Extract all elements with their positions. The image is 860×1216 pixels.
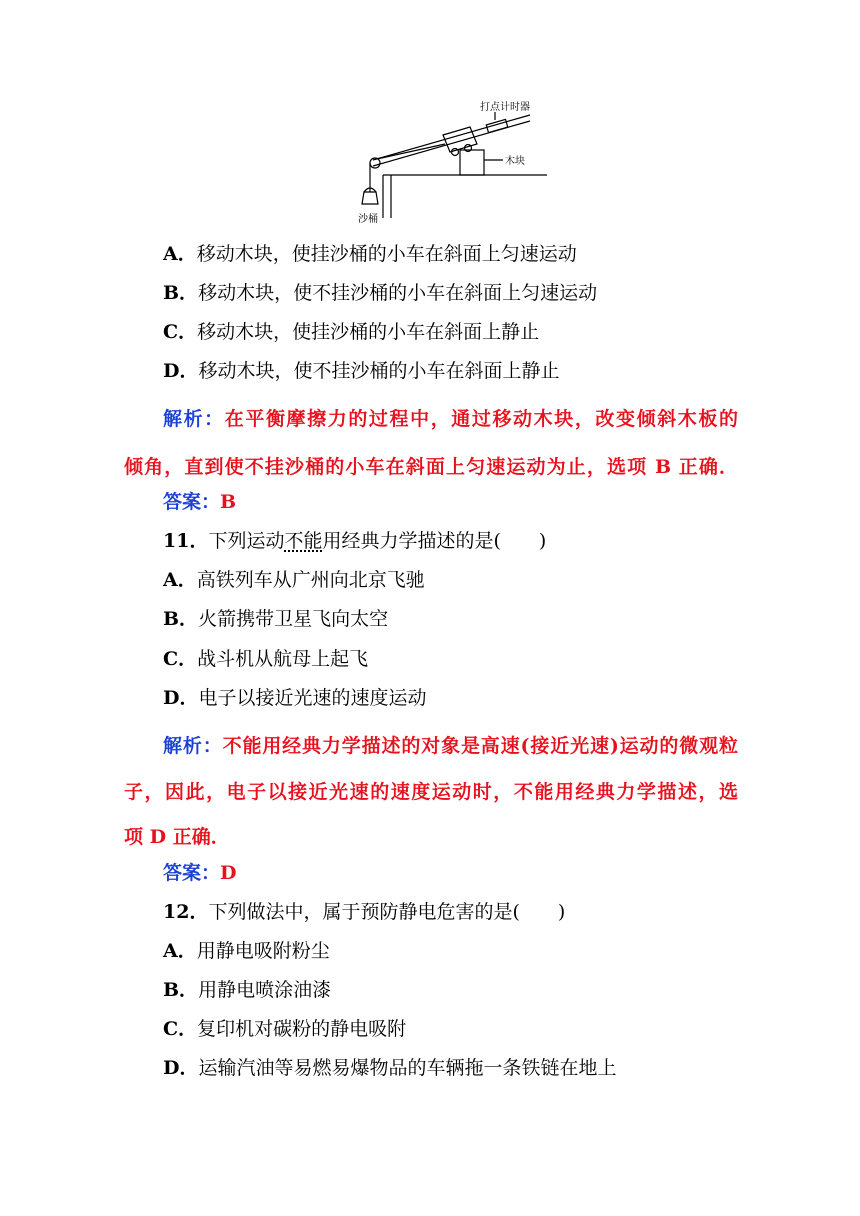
- q10-answer: 答案：B: [163, 491, 237, 513]
- q11-option-c: C．战斗机从航母上起飞: [163, 648, 369, 670]
- q12-stem: 12．下列做法中，属于预防静电危害的是( ): [163, 901, 566, 923]
- q10-option-b: B．移动木块，使不挂沙桶的小车在斜面上匀速运动: [163, 282, 598, 304]
- label-timer: 打点计时器: [480, 102, 530, 113]
- q11-answer: 答案：D: [163, 862, 237, 884]
- incline-experiment-diagram: [355, 100, 555, 230]
- label-block: 木块: [505, 156, 525, 167]
- q12-option-b: B．用静电喷涂油漆: [163, 979, 332, 1001]
- q10-option-d: D．移动木块，使不挂沙桶的小车在斜面上静止: [163, 360, 560, 382]
- q11-analysis-line3: 项 D 正确．: [124, 826, 230, 848]
- q11-stem: 11．下列运动不能用经典力学描述的是( ): [163, 530, 547, 552]
- label-bucket: 沙桶: [358, 214, 378, 225]
- q10-option-a: A．移动木块，使挂沙桶的小车在斜面上匀速运动: [163, 243, 577, 265]
- q12-option-c: C．复印机对碳粉的静电吸附: [163, 1018, 407, 1040]
- q11-option-a: A．高铁列车从广州向北京飞驰: [163, 569, 425, 591]
- q11-option-d: D．电子以接近光速的速度运动: [163, 687, 427, 709]
- q10-analysis-line2: 倾角，直到使不挂沙桶的小车在斜面上匀速运动为止，选项 B 正确．: [124, 456, 738, 478]
- q12-option-d: D．运输汽油等易燃易爆物品的车辆拖一条铁链在地上: [163, 1057, 617, 1079]
- q10-option-c: C．移动木块，使挂沙桶的小车在斜面上静止: [163, 321, 540, 343]
- q10-analysis-line1: 解析：在平衡摩擦力的过程中，通过移动木块，改变倾斜木板的: [163, 408, 738, 430]
- q11-option-b: B．火箭携带卫星飞向太空: [163, 608, 389, 630]
- q12-option-a: A．用静电吸附粉尘: [163, 940, 330, 962]
- q11-analysis-line1: 解析：不能用经典力学描述的对象是高速(接近光速)运动的微观粒: [163, 735, 738, 757]
- q11-analysis-line2: 子，因此，电子以接近光速的速度运动时，不能用经典力学描述，选: [124, 781, 738, 803]
